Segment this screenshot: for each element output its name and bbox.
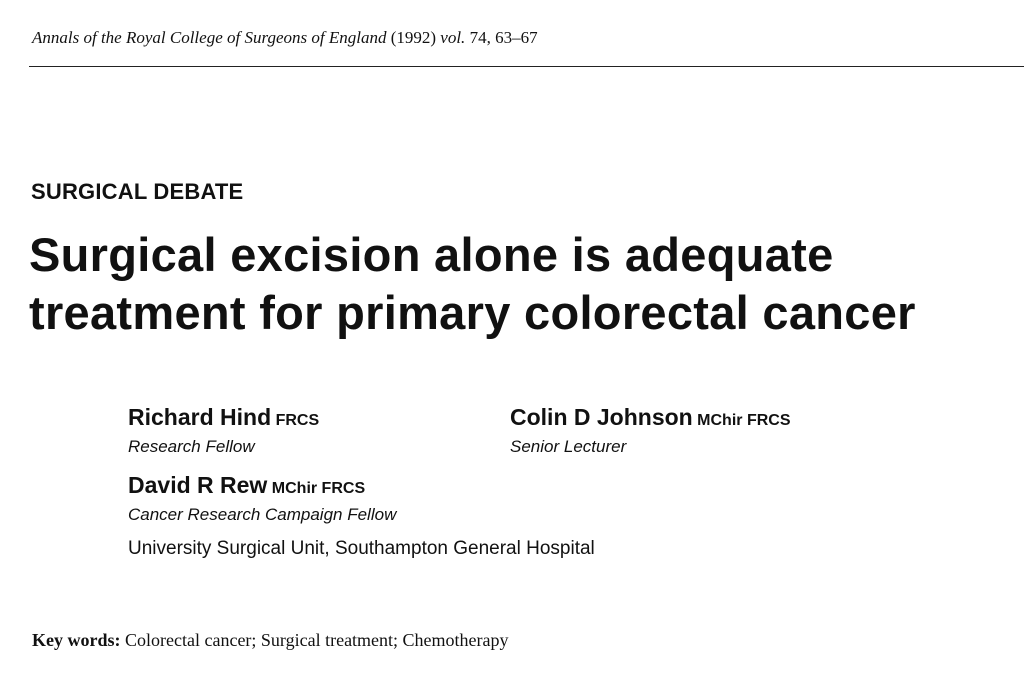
header-divider [29,66,1024,67]
keywords-line [32,630,509,651]
volume-label: vol. [440,28,466,47]
author-name: Colin D Johnson [510,404,693,430]
journal-citation-header [32,28,538,48]
author-role: Research Fellow [128,437,255,456]
title-line-1: Surgical excision alone is adequate [29,228,834,281]
author-name: Richard Hind [128,404,272,430]
journal-year: (1992) [390,28,437,47]
keywords-label: Key words: [32,630,121,650]
author-role: Senior Lecturer [510,437,627,456]
author-name: David R Rew [128,472,268,498]
volume-pages: 74, 63–67 [469,28,538,47]
article-title [29,226,916,342]
author-qualifications: FRCS [275,412,320,429]
author-qualifications: MChir FRCS [271,480,366,497]
author-qualifications: MChir FRCS [697,412,791,429]
author-block [510,404,791,457]
journal-name: Annals of the Royal College of Surgeons of England [32,28,387,47]
author-block [128,472,396,525]
author-block [128,404,319,457]
section-label: SURGICAL DEBATE [31,179,244,204]
keywords-text: Colorectal cancer; Surgical treatment; Chemotherapy [125,630,509,650]
title-line-2: treatment for primary colorectal cancer [29,286,916,339]
author-role: Cancer Research Campaign Fellow [128,505,397,524]
affiliation: University Surgical Unit, Southampton General Hospital [128,538,595,559]
